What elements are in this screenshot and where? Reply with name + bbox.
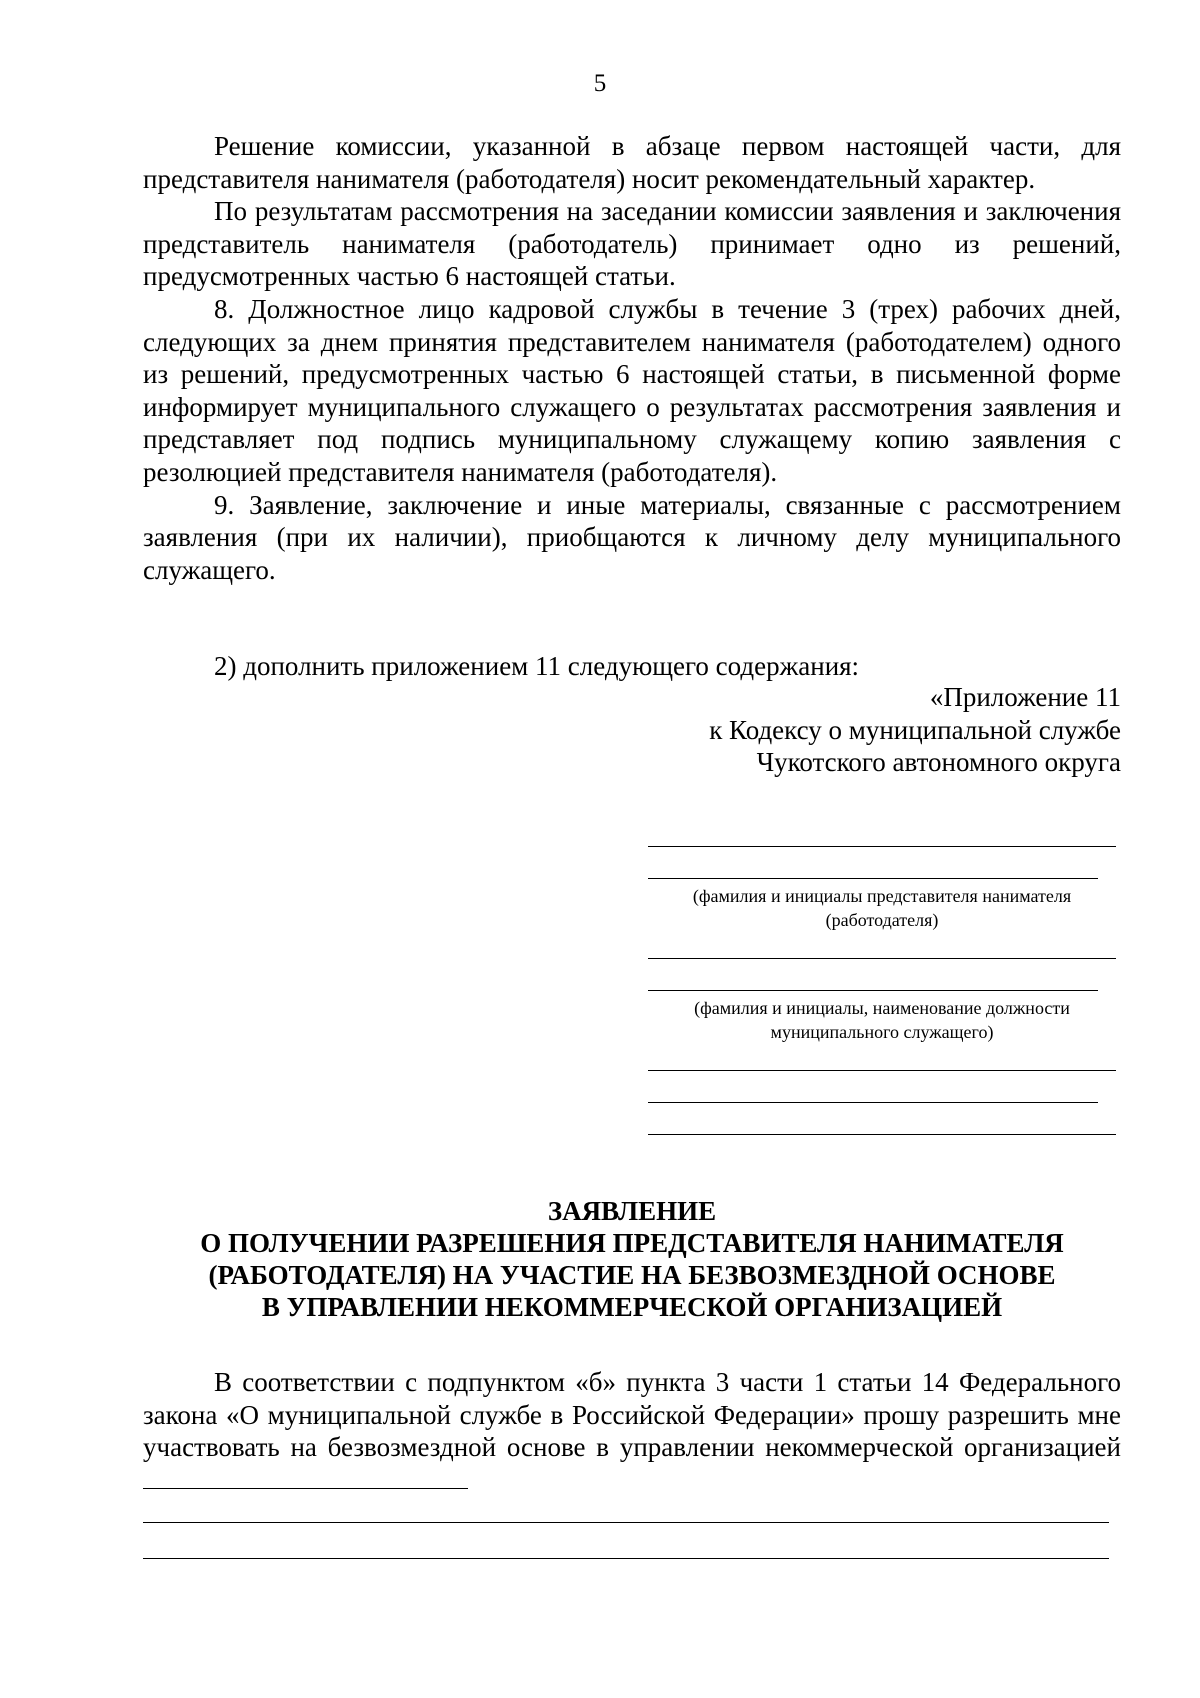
paragraph-item-8: 8. Должностное лицо кадровой службы в течение 3 (трех) рабочих дней, следующих за днем принятия представителем нанимателя (работодателем) одного из решений, предусмотренных частью 6 настоящей статьи, в письменной форме информирует муниципального служащего о результатах рассмотрения заявления и представляет под подпись муниципальному служащему копию заявления с резолюцией представителя нанимателя (работодателя). bbox=[143, 293, 1121, 487]
caption-employer-line-1: (фамилия и инициалы представителя нанимателя bbox=[692, 886, 1072, 906]
blank-line-extra-3 bbox=[648, 1134, 1116, 1135]
blank-line-full-1 bbox=[143, 1522, 1109, 1523]
paragraph-item-9: 9. Заявление, заключение и иные материалы, связанные с рассмотрением заявления (при их наличии), приобщаются к личному делу муниципального служащего. bbox=[143, 489, 1121, 585]
blank-line-employee-1 bbox=[648, 958, 1116, 959]
blank-line-full-2 bbox=[143, 1558, 1109, 1559]
statement-paragraph bbox=[143, 1366, 1121, 1496]
statement-body bbox=[143, 1366, 1121, 1496]
appendix-line-3: Чукотского автономного округа bbox=[756, 747, 1121, 778]
paragraph-commission-decision: Решение комиссии, указанной в абзаце первом настоящей части, для представителя нанимателя (работодателя) носит рекомендательный характер. bbox=[143, 131, 1121, 194]
blank-line-employer-1 bbox=[648, 846, 1116, 847]
paragraph-results-review: По результатам рассмотрения на заседании комиссии заявления и заключения представитель нанимателя (работодатель) принимает одно из решений, предусмотренных частью 6 настоящей статьи. bbox=[143, 196, 1121, 292]
organization-blank-line bbox=[143, 1464, 468, 1489]
amendment-block bbox=[143, 650, 1121, 683]
statement-text: В соответствии с подпунктом «б» пункта 3 части 1 статьи 14 Федерального закона «О муниципальной службе в Российской Федерации» прошу разрешить мне участвовать на безвозмездной основе в управлении некоммерческой организацией bbox=[143, 1367, 1121, 1463]
statement-title bbox=[143, 1195, 1121, 1323]
amendment-line: 2) дополнить приложением 11 следующего содержания: bbox=[214, 651, 860, 681]
title-line-1: ЗАЯВЛЕНИЕ bbox=[547, 1196, 717, 1226]
appendix-line-1: «Приложение 11 bbox=[929, 682, 1121, 712]
title-line-2: О ПОЛУЧЕНИИ РАЗРЕШЕНИЯ ПРЕДСТАВИТЕЛЯ НАНИМАТЕЛЯ bbox=[200, 1228, 1064, 1258]
blank-line-employer-2 bbox=[648, 878, 1098, 879]
title-line-4: В УПРАВЛЕНИИ НЕКОММЕРЧЕСКОЙ ОРГАНИЗАЦИЕЙ bbox=[261, 1292, 1003, 1322]
blank-line-extra-2 bbox=[648, 1102, 1098, 1103]
caption-employee-line-2: муниципального служащего) bbox=[770, 1022, 994, 1042]
caption-employer bbox=[648, 884, 1116, 932]
body-text-top bbox=[143, 130, 1121, 586]
appendix-header bbox=[709, 681, 1121, 779]
caption-employer-line-2: (работодателя) bbox=[825, 910, 939, 930]
blank-line-employee-2 bbox=[648, 990, 1098, 991]
blank-line-extra-1 bbox=[648, 1070, 1116, 1071]
caption-employee-line-1: (фамилия и инициалы, наименование должности bbox=[694, 998, 1070, 1018]
appendix-line-2: к Кодексу о муниципальной службе bbox=[709, 714, 1121, 745]
page-number: 5 bbox=[593, 70, 607, 97]
caption-employee bbox=[648, 996, 1116, 1044]
title-line-3: (РАБОТОДАТЕЛЯ) НА УЧАСТИЕ НА БЕЗВОЗМЕЗДНОЙ ОСНОВЕ bbox=[208, 1260, 1056, 1290]
